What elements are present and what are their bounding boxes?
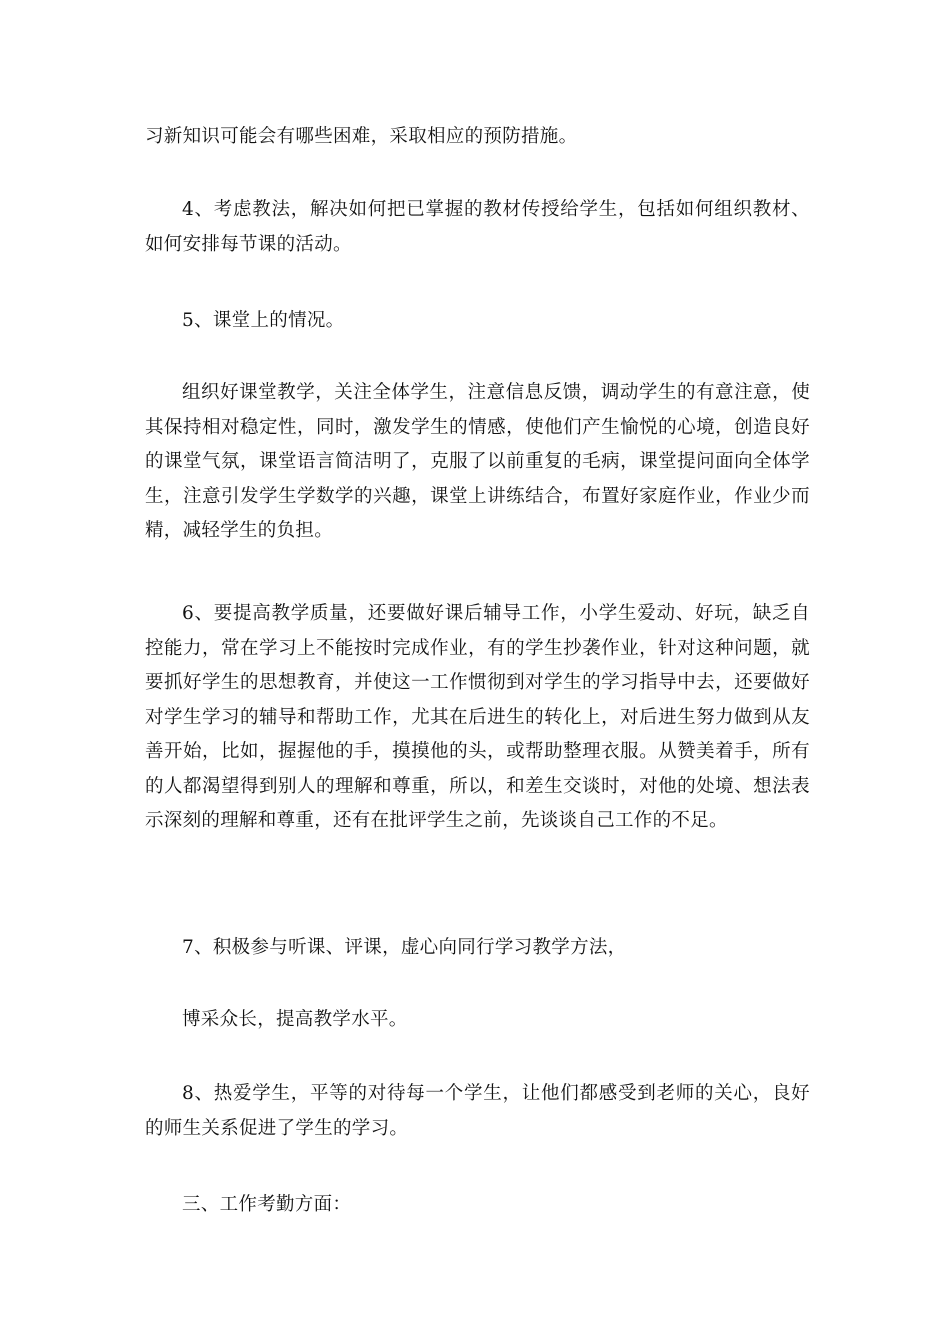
paragraph-item-6: 6、要提高教学质量，还要做好课后辅导工作，小学生爱动、好玩，缺乏自控能力，常在学习上不能按时完成作业，有的学生抄袭作业，针对这种问题，就要抓好学生的思想教育，并使这一工作惯彻到对学生的学习指导中去，还要做好对学生学习的辅导和帮助工作，尤其在后进生的转化上，对后进生努力做到从友善开始，比如，握握他的手，摸摸他的头，或帮助整理衣服。从赞美着手，所有的人都渴望得到别人的理解和尊重，所以，和差生交谈时，对他的处境、想法表示深刻的理解和尊重，还有在批评学生之前，先谈谈自己工作的不足。 [145, 603, 810, 831]
paragraph-item-5: 5、课堂上的情况。 [182, 310, 345, 331]
section-heading-attendance: 三、工作考勤方面： [182, 1194, 352, 1215]
paragraph-item-8: 8、热爱学生，平等的对待每一个学生，让他们都感受到老师的关心，良好的师生关系促进了学生的学习。 [145, 1083, 810, 1139]
paragraph-item-7: 7、积极参与听课、评课，虚心向同行学习教学方法， [182, 937, 627, 958]
paragraph-item-7-continued: 博采众长，提高教学水平。 [182, 1009, 408, 1030]
paragraph-item-4: 4、考虑教法，解决如何把已掌握的教材传授给学生，包括如何组织教材、如何安排每节课的活动。 [145, 199, 810, 255]
paragraph-continuation: 习新知识可能会有哪些困难，采取相应的预防措施。 [145, 126, 578, 147]
paragraph-classroom-teaching: 组织好课堂教学，关注全体学生，注意信息反馈，调动学生的有意注意，使其保持相对稳定性，同时，激发学生的情感，使他们产生愉悦的心境，创造良好的课堂气氛，课堂语言简洁明了，克服了以前重复的毛病，课堂提问面向全体学生，注意引发学生学数学的兴趣，课堂上讲练结合，布置好家庭作业，作业少而精，减轻学生的负担。 [145, 382, 810, 541]
